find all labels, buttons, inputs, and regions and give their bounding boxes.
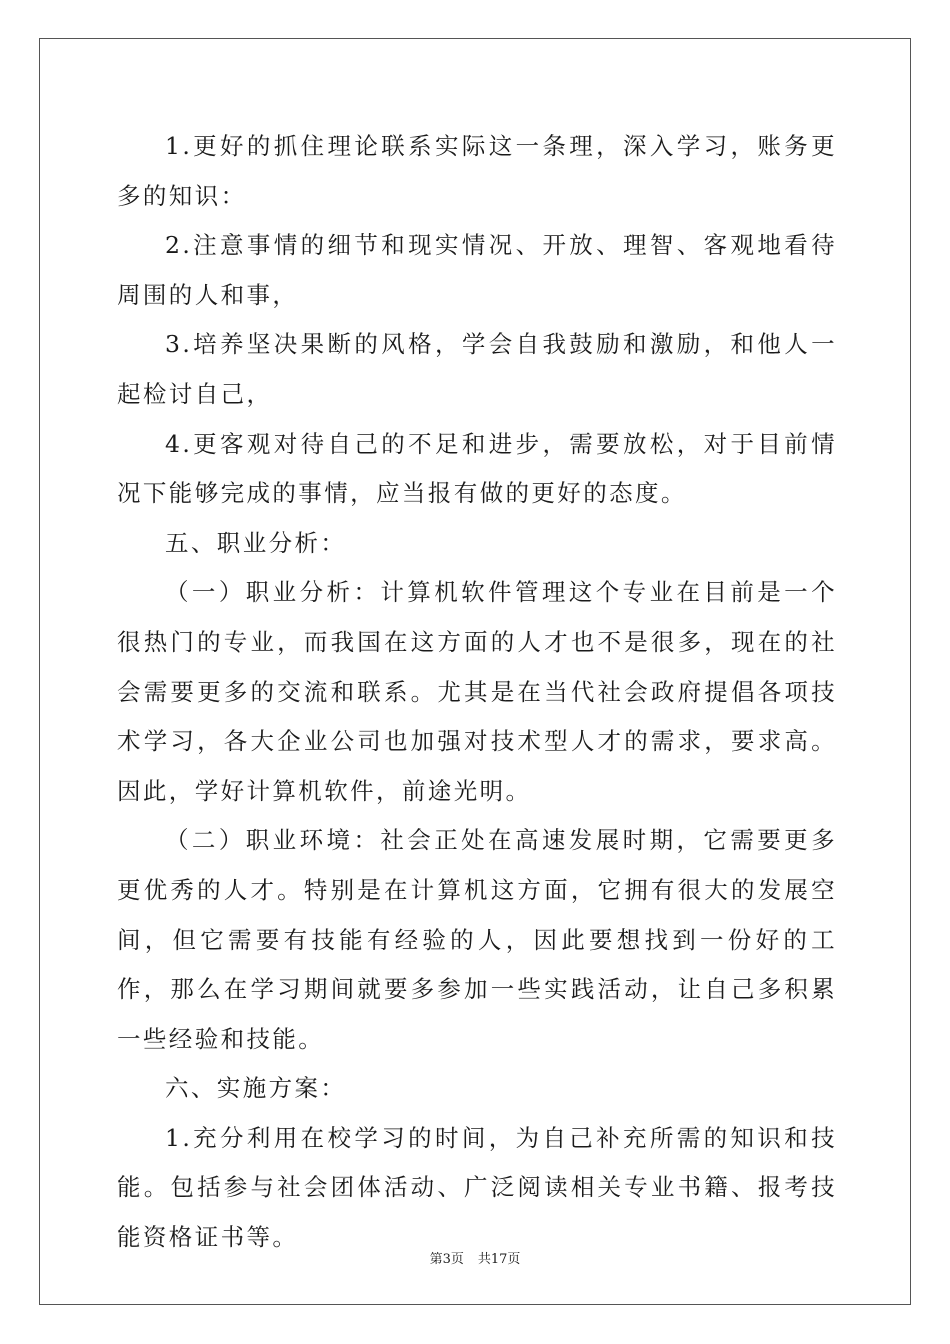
document-body: [117, 122, 837, 1263]
paragraph-career-analysis: （一）职业分析：计算机软件管理这个专业在目前是一个很热门的专业，而我国在这方面的人才也不是很多，现在的社会需要更多的交流和联系。尤其是在当代社会政府提倡各项技术学习，各大企业公司也加强对技术型人才的需求，要求高。因此，学好计算机软件，前途光明。: [117, 578, 837, 805]
paragraph-career-environment: （二）职业环境：社会正处在高速发展时期，它需要更多更优秀的人才。特别是在计算机这方面，它拥有很大的发展空间，但它需要有技能有经验的人，因此要想找到一份好的工作，那么在学习期间就要多参加一些实践活动，让自己多积累一些经验和技能。: [117, 826, 837, 1053]
page-footer: [0, 1248, 950, 1267]
paragraph-3: 3.培养坚决果断的风格，学会自我鼓励和激励，和他人一起检讨自己，: [117, 330, 837, 408]
paragraph-4: 4.更客观对待自己的不足和进步，需要放松，对于目前情况下能够完成的事情，应当报有做的更好的态度。: [117, 429, 837, 508]
paragraph-1: 1.更好的抓住理论联系实际这一条理，深入学习，账务更多的知识：: [117, 132, 837, 210]
paragraph-implementation-1: 1.充分利用在校学习的时间，为自己补充所需的知识和技能。包括参与社会团体活动、广泛阅读相关专业书籍、报考技能资格证书等。: [117, 1123, 837, 1252]
page-number-total: 共17页: [477, 1252, 521, 1267]
page-number-current: 第3页: [429, 1252, 464, 1267]
section-heading-career-analysis: 五、职业分析：: [165, 528, 347, 557]
paragraph-2: 2.注意事情的细节和现实情况、开放、理智、客观地看待周围的人和事，: [117, 231, 837, 309]
section-heading-implementation: 六、实施方案：: [165, 1074, 347, 1103]
